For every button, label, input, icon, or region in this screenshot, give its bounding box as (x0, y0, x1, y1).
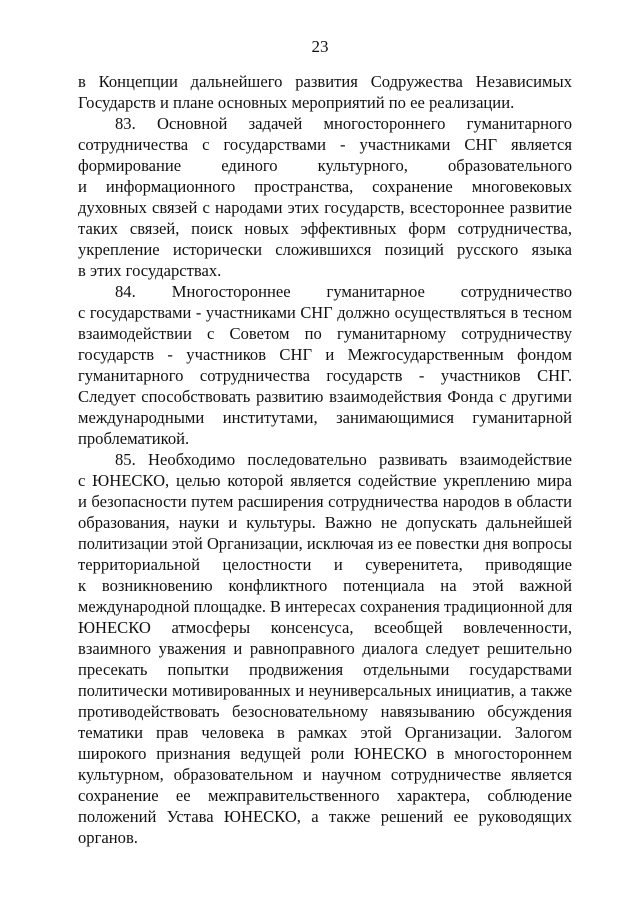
text-line: формирование единого культурного, образовательного (78, 156, 572, 175)
text-line: ЮНЕСКО атмосферы консенсуса, всеобщей вовлеченности, (78, 618, 572, 637)
text-line: в Концепции дальнейшего развития Содружества Независимых (78, 72, 572, 91)
text-line: к возникновению конфликтного потенциала на этой важной (78, 576, 572, 595)
text-line: тематики прав человека в рамках этой Организации. Залогом (78, 723, 572, 742)
text-line: с ЮНЕСКО, целью которой является содействие укреплению мира (78, 471, 572, 490)
text-line: положений Устава ЮНЕСКО, а также решений ее руководящих (78, 807, 572, 826)
text-line: противодействовать безосновательному навязыванию обсуждения (78, 702, 572, 721)
text-line: в этих государствах. (78, 261, 222, 280)
text-line: духовных связей с народами этих государств, всестороннее развитие (78, 198, 572, 217)
text-line: международной площадке. В интересах сохранения традиционной для (78, 597, 572, 616)
text-line: политически мотивированных и неуниверсальных инициатив, а также (78, 681, 572, 700)
text-line: и безопасности путем расширения сотрудничества народов в области (78, 492, 572, 511)
text-line: Государств и плане основных мероприятий по ее реализации. (78, 93, 515, 112)
text-line: 84. Многостороннее гуманитарное сотрудничество (115, 282, 572, 301)
text-line: гуманитарного сотрудничества государств - участников СНГ. (78, 366, 572, 385)
text-line: политизации этой Организации, исключая из ее повестки дня вопросы (78, 534, 572, 553)
text-line: таких связей, поиск новых эффективных форм сотрудничества, (78, 219, 572, 238)
text-line: сотрудничества с государствами - участниками СНГ является (78, 135, 572, 154)
text-line: укрепление исторически сложившихся позиций русского языка (78, 240, 572, 259)
text-line: государств - участников СНГ и Межгосударственным фондом (78, 345, 572, 364)
text-line: широкого признания ведущей роли ЮНЕСКО в многостороннем (78, 744, 572, 763)
text-line: международными институтами, занимающимися гуманитарной (78, 408, 572, 427)
text-line: культурном, образовательном и научном сотрудничестве является (78, 765, 572, 784)
text-line: территориальной целостности и суверенитета, приводящие (78, 555, 572, 574)
text-line: сохранение ее межправительственного характера, соблюдение (78, 786, 572, 805)
text-line: 83. Основной задачей многостороннего гуманитарного (115, 114, 572, 133)
text-line: взаимодействии с Советом по гуманитарному сотрудничеству (78, 324, 572, 343)
page-number: 23 (311, 37, 329, 56)
text-line: 85. Необходимо последовательно развивать взаимодействие (115, 450, 572, 469)
text-line: и информационного пространства, сохранение многовековых (78, 177, 572, 196)
text-line: Следует способствовать развитию взаимодействия Фонда с другими (78, 387, 572, 406)
document-body (78, 71, 572, 848)
text-line: пресекать попытки продвижения отдельными государствами (78, 660, 572, 679)
text-line: образования, науки и культуры. Важно не допускать дальнейшей (78, 513, 572, 532)
text-line: с государствами - участниками СНГ должно осуществляться в тесном (78, 303, 572, 322)
text-line: взаимного уважения и равноправного диалога следует решительно (78, 639, 572, 658)
text-line: органов. (78, 828, 138, 847)
text-line: проблематикой. (78, 429, 190, 448)
